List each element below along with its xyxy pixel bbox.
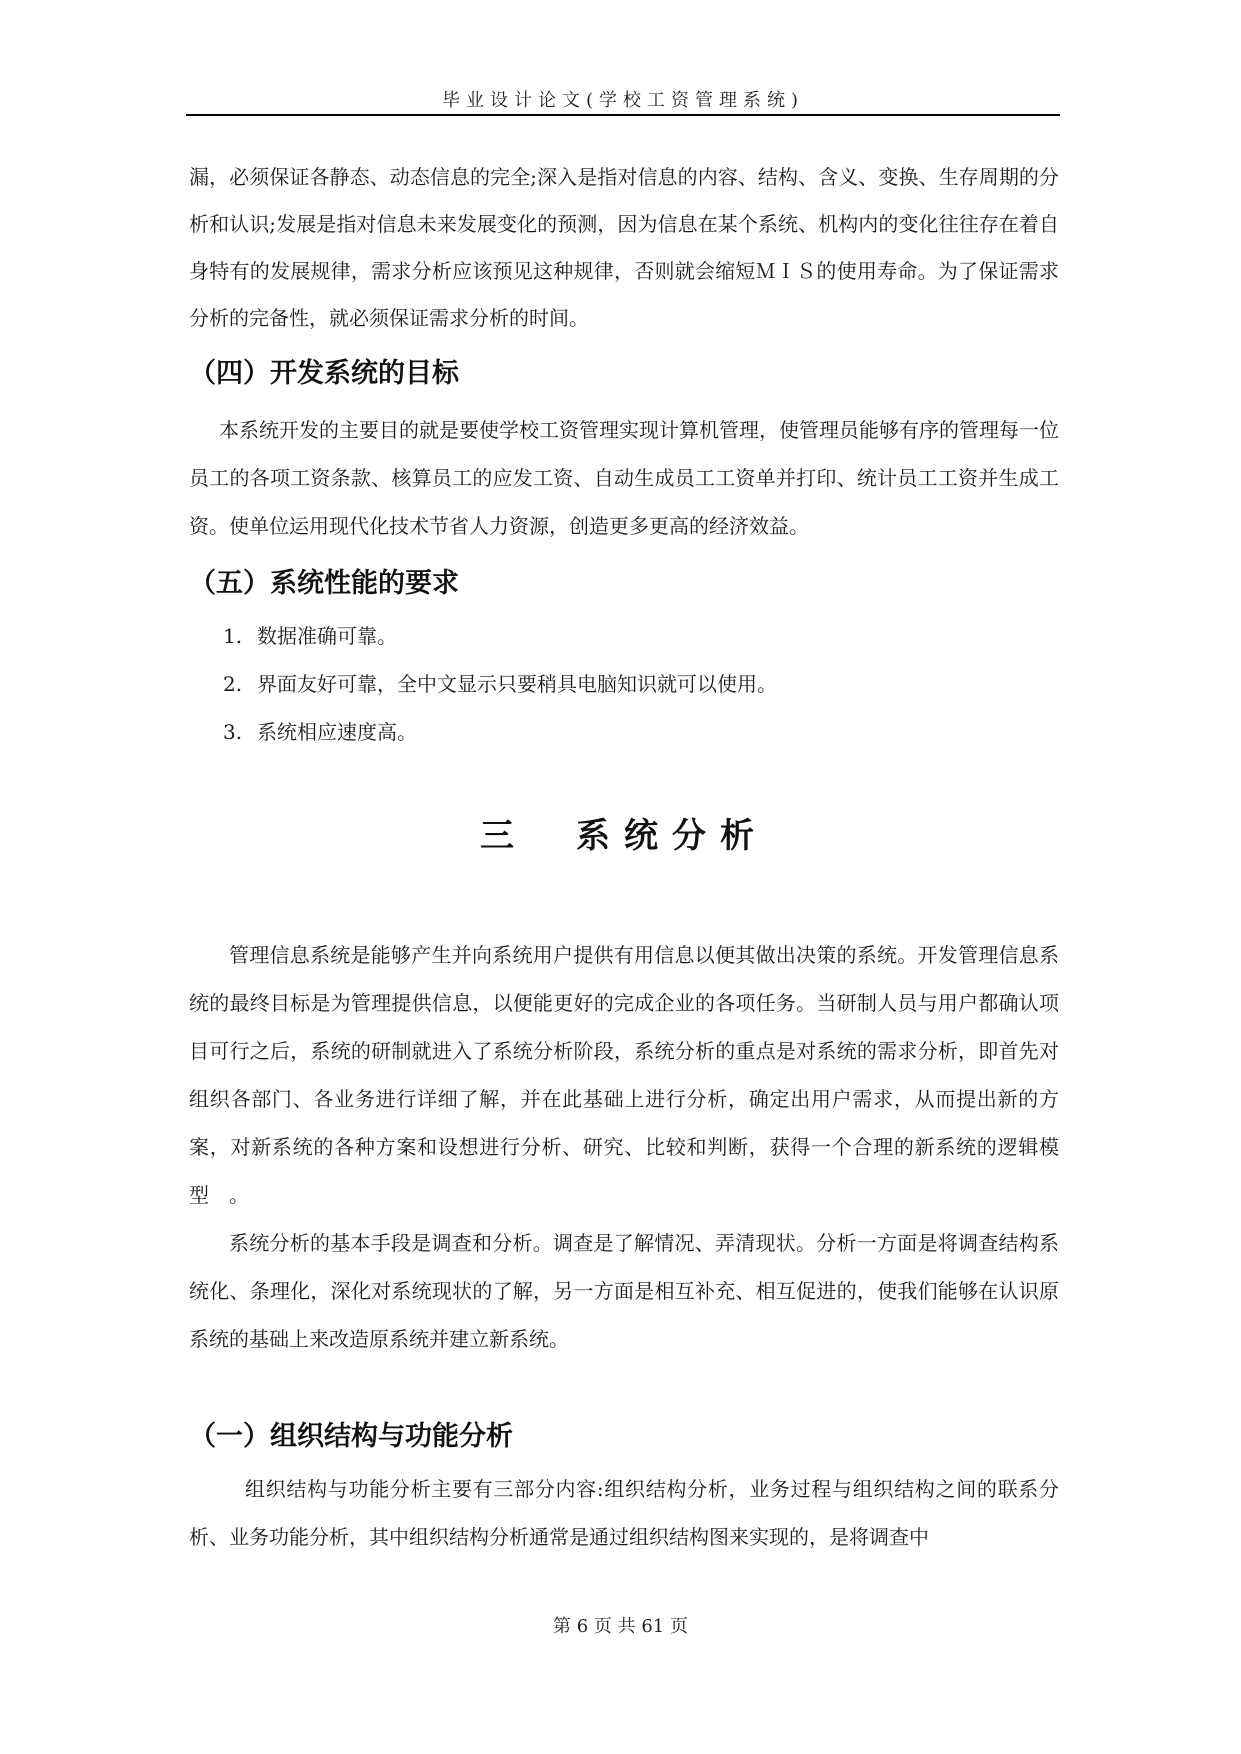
list-item — [189, 612, 1059, 660]
running-header: 毕业设计论文(学校工资管理系统) — [441, 90, 805, 111]
list-item-text: 界面友好可靠，全中文显示只要稍具电脑知识就可以使用。 — [257, 672, 777, 696]
requirements-list — [189, 612, 1059, 756]
list-item-text: 数据准确可靠。 — [257, 624, 397, 648]
list-item-number: 3. — [223, 720, 243, 744]
list-item-number: 1. — [223, 624, 243, 648]
list-item — [189, 708, 1059, 756]
header-rule — [186, 114, 1060, 116]
list-item — [189, 660, 1059, 708]
intro-paragraph: 漏，必须保证各静态、动态信息的完全;深入是指对信息的内容、结构、含义、变换、生存周期的分析和认识;发展是指对信息未来发展变化的预测，因为信息在某个系统、机构内的变化往往存在着自身特有的发展规律，需求分析应该预见这种规律，否则就会缩短ＭＩＳ的使用寿命。为了保证需求分析的完备性，就必须保证需求分析的时间。 — [189, 165, 1059, 330]
chapter-title: 三 系统分析 — [480, 816, 768, 856]
chapter-3-paragraph-2: 系统分析的基本手段是调查和分析。调查是了解情况、弄清现状。分析一方面是将调查结构系统化、条理化，深化对系统现状的了解，另一方面是相互补充、相互促进的，使我们能够在认识原系统的基础上来改造原系统并建立新系统。 — [189, 1231, 1059, 1351]
list-item-text: 系统相应速度高。 — [257, 720, 417, 744]
page-content — [189, 154, 1059, 1561]
section-heading-5: （五）系统性能的要求 — [189, 568, 459, 599]
section-heading-3-1: （一）组织结构与功能分析 — [189, 1421, 513, 1452]
section-3-1-body: 组织结构与功能分析主要有三部分内容:组织结构分析，业务过程与组织结构之间的联系分析、业务功能分析，其中组织结构分析通常是通过组织结构图来实现的，是将调查中 — [189, 1477, 1059, 1549]
section-4-body: 本系统开发的主要目的就是要使学校工资管理实现计算机管理，使管理员能够有序的管理每一位员工的各项工资条款、核算员工的应发工资、自动生成员工工资单并打印、统计员工工资并生成工资。使单位运用现代化技术节省人力资源，创造更多更高的经济效益。 — [189, 418, 1059, 538]
list-item-number: 2. — [223, 672, 243, 696]
chapter-3-paragraph-1: 管理信息系统是能够产生并向系统用户提供有用信息以便其做出决策的系统。开发管理信息系统的最终目标是为管理提供信息，以便能更好的完成企业的各项任务。当研制人员与用户都确认项目可行之后，系统的研制就进入了系统分析阶段，系统分析的重点是对系统的需求分析，即首先对组织各部门、各业务进行详细了解，并在此基础上进行分析，确定出用户需求，从而提出新的方案，对新系统的各种方案和设想进行分析、研究、比较和判断，获得一个合理的新系统的逻辑模型 。 — [189, 943, 1059, 1207]
section-heading-4: （四）开发系统的目标 — [189, 358, 459, 389]
page-number-footer: 第 6 页 共 61 页 — [553, 1616, 688, 1637]
